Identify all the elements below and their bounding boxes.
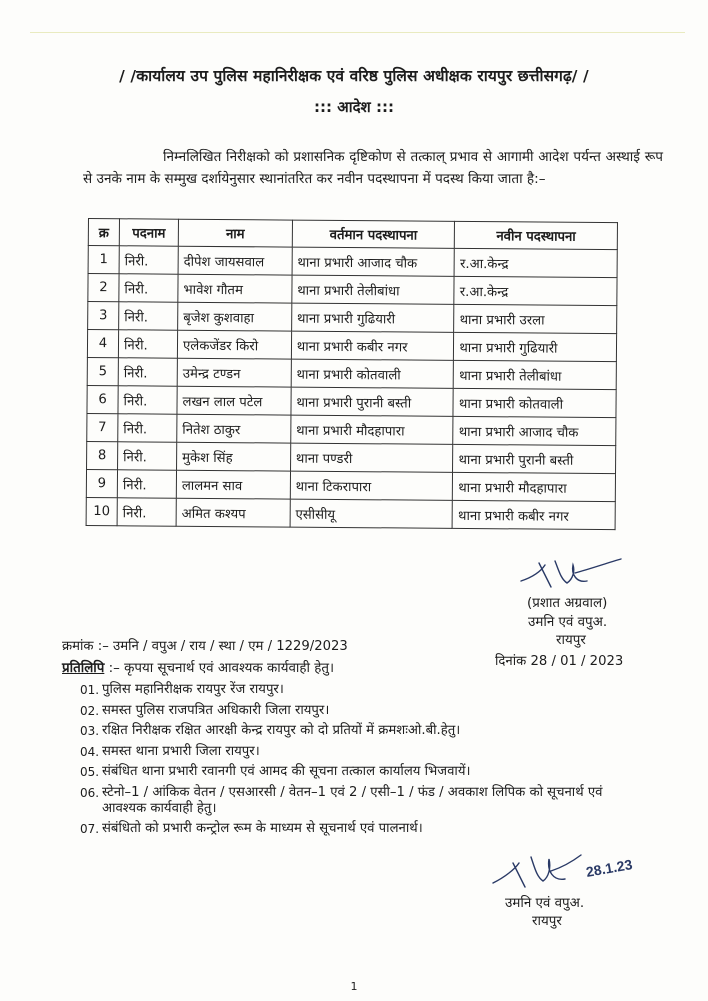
cell-serial: 5	[87, 357, 118, 385]
cell-serial: 9	[86, 469, 117, 497]
cell-new-posting: थाना प्रभारी गुढियारी	[454, 332, 617, 361]
cell-current-posting: थाना प्रभारी गुढियारी	[291, 303, 454, 332]
page-number: 1	[350, 980, 358, 993]
copy-purpose: :– कृपया सूचनार्थ एवं आवश्यक कार्यवाही हेतु।	[108, 661, 335, 676]
list-item	[82, 764, 642, 780]
cell-name: दीपेश जायसवाल	[178, 246, 292, 275]
cell-name: मुकेश सिंह	[177, 442, 291, 471]
cell-new-posting: र.आ.केन्द्र	[454, 276, 617, 305]
cell-designation: निरी.	[118, 442, 177, 470]
signatory-1-place: रायपुर	[556, 633, 586, 648]
header-new-posting: नवीन पदस्थापना	[455, 221, 618, 249]
cell-new-posting: थाना प्रभारी उरला	[454, 304, 617, 333]
table-row	[87, 357, 616, 389]
cell-current-posting: थाना पण्डरी	[290, 443, 453, 472]
cell-name: बृजेश कुशवाहा	[178, 302, 292, 331]
header-serial: क्र	[88, 219, 119, 246]
cell-serial: 1	[88, 246, 119, 274]
table-row	[88, 246, 617, 278]
office-header: / /कार्यालय उप पुलिस महानिरीक्षक एवं वरिष्ठ पुलिस अधीक्षक रायपुर छत्तीसगढ़/ /	[119, 67, 589, 85]
cell-designation: निरी.	[118, 386, 177, 414]
list-item-text: संबंधित थाना प्रभारी रवानगी एवं आमद की सूचना तत्काल कार्यालय भिजवायें।	[102, 764, 471, 779]
list-item-number: 04.	[80, 744, 100, 759]
cell-current-posting: थाना प्रभारी मौदहापारा	[291, 415, 454, 444]
cell-new-posting: थाना प्रभारी कबीर नगर	[452, 500, 615, 529]
cell-designation: निरी.	[118, 358, 177, 386]
cell-serial: 4	[87, 330, 118, 358]
cell-serial: 2	[88, 274, 119, 302]
signatory-1-name: (प्रशात अग्रवाल)	[527, 596, 608, 611]
cell-name: लालमन साव	[176, 470, 290, 499]
cell-current-posting: थाना प्रभारी कोतवाली	[291, 359, 454, 388]
list-item-text: समस्त थाना प्रभारी जिला रायपुर।	[102, 743, 260, 759]
header-current-posting: वर्तमान पदस्थापना	[292, 220, 455, 248]
copy-label: प्रतिलिपि	[62, 661, 105, 676]
copy-list	[82, 682, 642, 842]
intro-paragraph: निम्नलिखित निरीक्षको को प्रशासनिक दृष्टिकोण से तत्काल् प्रभाव से आगामी आदेश पर्यन्त अस्थाई रूप से उनके नाम के सम्मुख दर्शायेनुसार स्थानांतरित कर नवीन पदस्थापना में पदस्थ किया जाता है:–	[83, 149, 663, 187]
copy-heading	[62, 658, 334, 676]
table-header-row	[88, 219, 617, 250]
cell-new-posting: थाना प्रभारी कोतवाली	[453, 388, 616, 417]
cell-name: भावेश गौतम	[178, 274, 292, 303]
cell-name: लखन लाल पटेल	[177, 386, 291, 415]
list-item-number: 03.	[80, 724, 100, 738]
table-row	[86, 469, 615, 501]
table-row	[88, 302, 617, 334]
table-row	[87, 385, 616, 417]
cell-designation: निरी.	[119, 302, 178, 330]
table-row	[87, 441, 616, 473]
transfer-table	[86, 218, 618, 530]
cell-serial: 3	[88, 302, 119, 330]
table-row	[87, 330, 616, 362]
list-item	[82, 785, 642, 817]
list-item-number: 05.	[80, 765, 100, 779]
list-item	[82, 744, 642, 760]
signatory-2-place: रायपुर	[532, 914, 562, 929]
signatory-2-post: उमनि एवं वपुअ.	[505, 896, 585, 911]
header-designation: पदनाम	[119, 219, 178, 246]
table-row	[88, 274, 617, 306]
cell-designation: निरी.	[117, 470, 176, 498]
cell-designation: निरी.	[117, 498, 176, 526]
cell-serial: 8	[87, 441, 118, 469]
table-row	[86, 497, 615, 529]
table-row	[87, 413, 616, 445]
cell-name: अमित कश्यप	[176, 498, 290, 527]
cell-serial: 7	[87, 413, 118, 441]
signature-1	[515, 553, 625, 598]
list-item-text: संबंधितो को प्रभारी कन्ट्रोल रूम के माध्यम से सूचनार्थ एवं पालनार्थ।	[102, 821, 423, 836]
list-item-number: 01.	[80, 683, 100, 697]
cell-new-posting: थाना प्रभारी आजाद चौक	[453, 416, 616, 445]
list-item-number: 02.	[80, 703, 100, 718]
list-item-number: 06.	[80, 785, 100, 800]
cell-name: नितेश ठाकुर	[177, 414, 291, 443]
cell-serial: 10	[86, 497, 117, 525]
list-item-text: समस्त पुलिस राजपत्रित अधिकारी जिला रायपुर।	[102, 702, 330, 718]
cell-new-posting: थाना प्रभारी तेलीबांधा	[454, 360, 617, 389]
cell-designation: निरी.	[119, 246, 178, 274]
cell-name: उमेन्द्र टण्डन	[177, 358, 291, 387]
order-title: ::: आदेश :::	[314, 98, 394, 116]
signature-2-date: 28.1.23	[584, 856, 634, 880]
order-date: दिनांक 28 / 01 / 2023	[495, 654, 624, 669]
list-item	[82, 703, 642, 719]
cell-serial: 6	[87, 385, 118, 413]
cell-new-posting: थाना प्रभारी मौदहापारा	[453, 472, 616, 501]
list-item-text: स्टेनो–1 / आंकिक वेतन / एसआरसी / वेतन–1 एवं 2 / एसी–1 / फंड / अवकाश लिपिक को सूचनार्थ एवं आवश्यक कार्यवाही हेतु।	[102, 784, 603, 816]
signatory-1-post: उमनि एवं वपुअ.	[528, 615, 608, 630]
cell-current-posting: एसीसीयू	[290, 499, 453, 528]
list-item-text: रक्षित निरीक्षक रक्षित आरक्षी केन्द्र रायपुर को दो प्रतियों में क्रमशःओ.बी.हेतु।	[102, 723, 461, 738]
cell-new-posting: थाना प्रभारी पुरानी बस्ती	[453, 444, 616, 473]
cell-designation: निरी.	[118, 330, 177, 358]
list-item	[82, 682, 642, 698]
cell-current-posting: थाना प्रभारी तेलीबांधा	[292, 275, 455, 304]
cell-designation: निरी.	[118, 414, 177, 442]
cell-current-posting: थाना प्रभारी आजाद चौक	[292, 247, 455, 276]
cell-name: एलेकजेंडर किरो	[177, 330, 291, 359]
list-item-number: 07.	[80, 822, 100, 836]
header-name: नाम	[178, 219, 292, 247]
cell-designation: निरी.	[119, 274, 178, 302]
top-rule	[30, 32, 685, 33]
reference-number: क्रमांक :– उमनि / वपुअ / राय / स्था / एम / 1229/2023	[62, 639, 348, 654]
list-item	[82, 723, 642, 739]
cell-current-posting: थाना टिकरापारा	[290, 471, 453, 500]
cell-current-posting: थाना प्रभारी पुरानी बस्ती	[291, 387, 454, 416]
cell-new-posting: र.आ.केन्द्र	[454, 248, 617, 277]
cell-current-posting: थाना प्रभारी कबीर नगर	[291, 331, 454, 360]
list-item-text: पुलिस महानिरीक्षक रायपुर रेंज रायपुर।	[102, 682, 284, 697]
list-item	[82, 821, 642, 837]
